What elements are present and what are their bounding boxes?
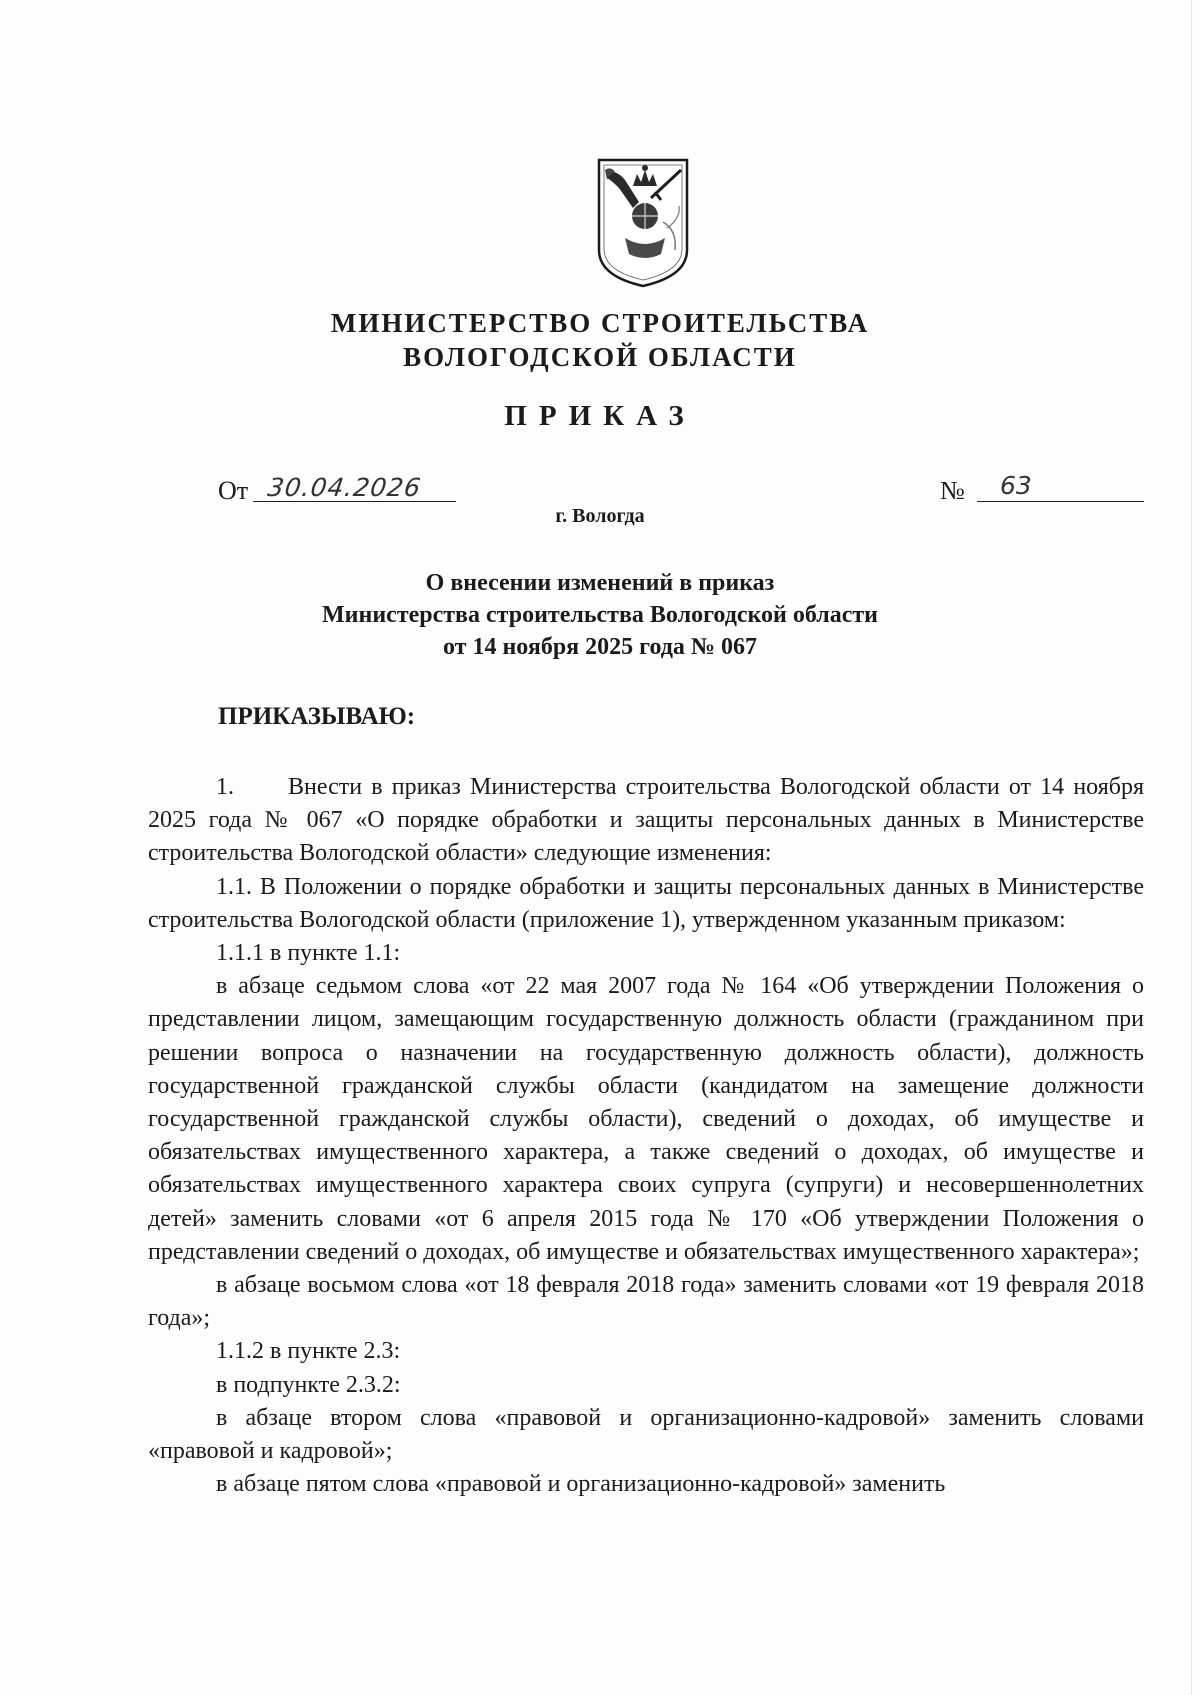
subject-line-1: О внесении изменений в приказ	[425, 570, 775, 596]
paragraph-4: в абзаце седьмом слова «от 22 мая 2007 года № 164 «Об утверждении Положения о представлении лицом, замещающим государственную должность области (гражданином при решении вопроса о назначении на государственную должность области), должность государственной гражданской службы области (кандидатом на замещение должности государственной гражданской службы области), сведений о доходах, об имуществе и обязательствах имущественного характера, а также сведений о доходах, об имуществе и обязательствах имущественного характера своих супруга (супруги) и несовершеннолетних детей» заменить словами «от 6 апреля 2015 года № 170 «Об утверждении Положения о представлении сведений о доходах, об имуществе и обязательствах имущественного характера»;	[148, 973, 1144, 1265]
subject-line-2: Министерства строительства Вологодской области	[322, 602, 878, 628]
paragraph-1	[148, 771, 1144, 871]
city-label: г. Вологда	[555, 505, 645, 527]
ministry-line-2: ВОЛОГОДСКОЙ ОБЛАСТИ	[403, 342, 797, 372]
order-heading: ПРИКАЗЫВАЮ:	[218, 703, 416, 730]
scan-edge-line	[1191, 0, 1192, 1695]
paragraph-6: 1.1.2 в пункте 2.3:	[216, 1338, 401, 1365]
paragraph-9: в абзаце пятом слова «правовой и организационно-кадровой» заменить	[216, 1471, 946, 1498]
number-underline	[977, 500, 1144, 502]
paragraph-8: в абзаце втором слова «правовой и организационно-кадровой» заменить словами «правовой и кадровой»;	[148, 1404, 1144, 1465]
paragraph-1-number: 1.	[216, 774, 234, 800]
handwritten-number: 63	[1000, 471, 1032, 500]
paragraph-1-text: Внести в приказ Министерства строительства Вологодской области от 14 ноября 2025 года № 067 «О порядке обработки и защиты персональных данных в Министерстве строительства Вологодской области» следующие изменения:	[148, 774, 1144, 867]
paragraph-2: 1.1. В Положении о порядке обработки и защиты персональных данных в Министерстве строительства Вологодской области (приложение 1), утвержденном указанным приказом:	[148, 873, 1144, 933]
document-type-title: ПРИКАЗ	[504, 400, 696, 432]
document-subject	[0, 567, 1200, 663]
ministry-name	[0, 306, 1200, 374]
document-body	[148, 771, 1144, 1501]
coat-of-arms-emblem	[595, 158, 691, 288]
paragraph-3: 1.1.1 в пункте 1.1:	[216, 940, 401, 967]
date-underline	[253, 500, 456, 502]
ministry-line-1: МИНИСТЕРСТВО СТРОИТЕЛЬСТВА	[330, 308, 870, 338]
handwritten-date: 30.04.2026	[265, 473, 424, 502]
paragraph-7: в подпункте 2.3.2:	[216, 1371, 401, 1398]
subject-line-3: от 14 ноября 2025 года № 067	[442, 634, 758, 660]
paragraph-5: в абзаце восьмом слова «от 18 февраля 2018 года» заменить словами «от 19 февраля 2018 года»;	[148, 1272, 1144, 1332]
date-label: От	[218, 476, 249, 505]
number-label: №	[940, 476, 965, 505]
